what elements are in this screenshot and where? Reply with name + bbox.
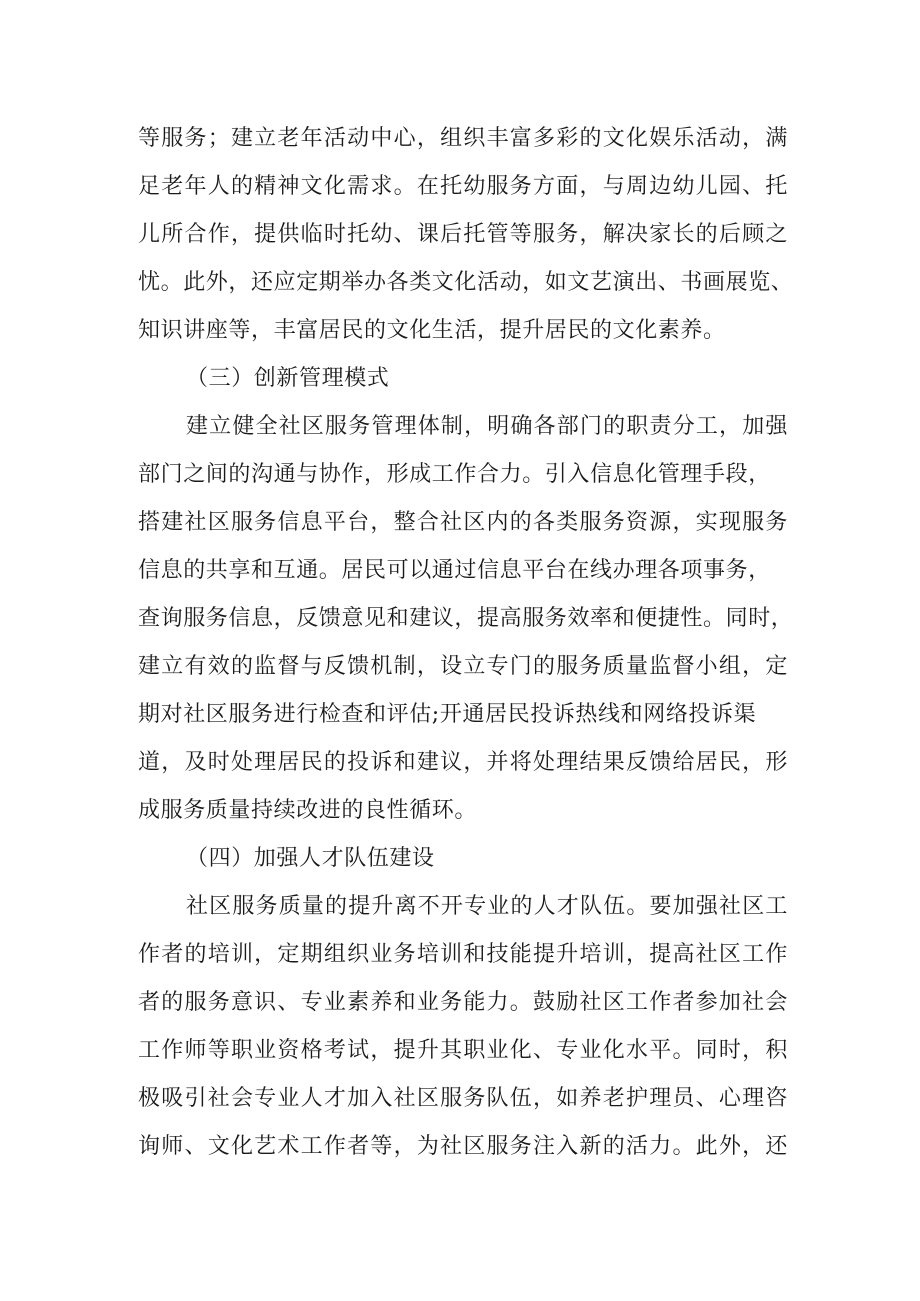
paragraph-line: 足老年人的精神文化需求。在托幼服务方面，与周边幼儿园、托 (138, 174, 788, 199)
paragraph-line: 儿所合作，提供临时托幼、课后托管等服务，解决家长的后顾之 (138, 222, 788, 247)
paragraph-line: 查询服务信息，反馈意见和建议，提高服务效率和便捷性。同时， (138, 606, 794, 631)
paragraph-line: 社区服务质量的提升离不开专业的人才队伍。要加强社区工 (186, 894, 788, 919)
paragraph-line: 忧。此外，还应定期举办各类文化活动，如文艺演出、书画展览、 (138, 270, 794, 295)
paragraph-line: 信息的共享和互通。居民可以通过信息平台在线办理各项事务， (138, 558, 771, 583)
paragraph-line: 道，及时处理居民的投诉和建议，并将处理结果反馈给居民，形 (138, 750, 788, 775)
paragraph-line: 等服务；建立老年活动中心，组织丰富多彩的文化娱乐活动，满 (138, 126, 788, 151)
paragraph-line: 部门之间的沟通与协作，形成工作合力。引入信息化管理手段， (138, 462, 771, 487)
section-heading-3: （三）创新管理模式 (186, 366, 390, 391)
paragraph-line: 者的服务意识、专业素养和业务能力。鼓励社区工作者参加社会 (138, 990, 788, 1015)
paragraph-line: 搭建社区服务信息平台，整合社区内的各类服务资源，实现服务 (138, 510, 788, 535)
section-heading-4: （四）加强人才队伍建设 (186, 846, 435, 871)
paragraph-line: 询师、文化艺术工作者等，为社区服务注入新的活力。此外，还 (138, 1134, 788, 1159)
paragraph-line: 极吸引社会专业人才加入社区服务队伍，如养老护理员、心理咨 (138, 1086, 788, 1111)
paragraph-line: 成服务质量持续改进的良性循环。 (138, 798, 478, 823)
paragraph-line: 期对社区服务进行检查和评估;开通居民投诉热线和网络投诉渠 (138, 702, 757, 727)
paragraph-line: 工作师等职业资格考试，提升其职业化、专业化水平。同时，积 (138, 1038, 788, 1063)
paragraph-line: 作者的培训，定期组织业务培训和技能提升培训，提高社区工作 (138, 942, 788, 967)
paragraph-line: 知识讲座等，丰富居民的文化生活，提升居民的文化素养。 (138, 318, 726, 343)
paragraph-line: 建立有效的监督与反馈机制，设立专门的服务质量监督小组，定 (138, 654, 788, 679)
paragraph-line: 建立健全社区服务管理体制，明确各部门的职责分工，加强 (186, 414, 788, 439)
